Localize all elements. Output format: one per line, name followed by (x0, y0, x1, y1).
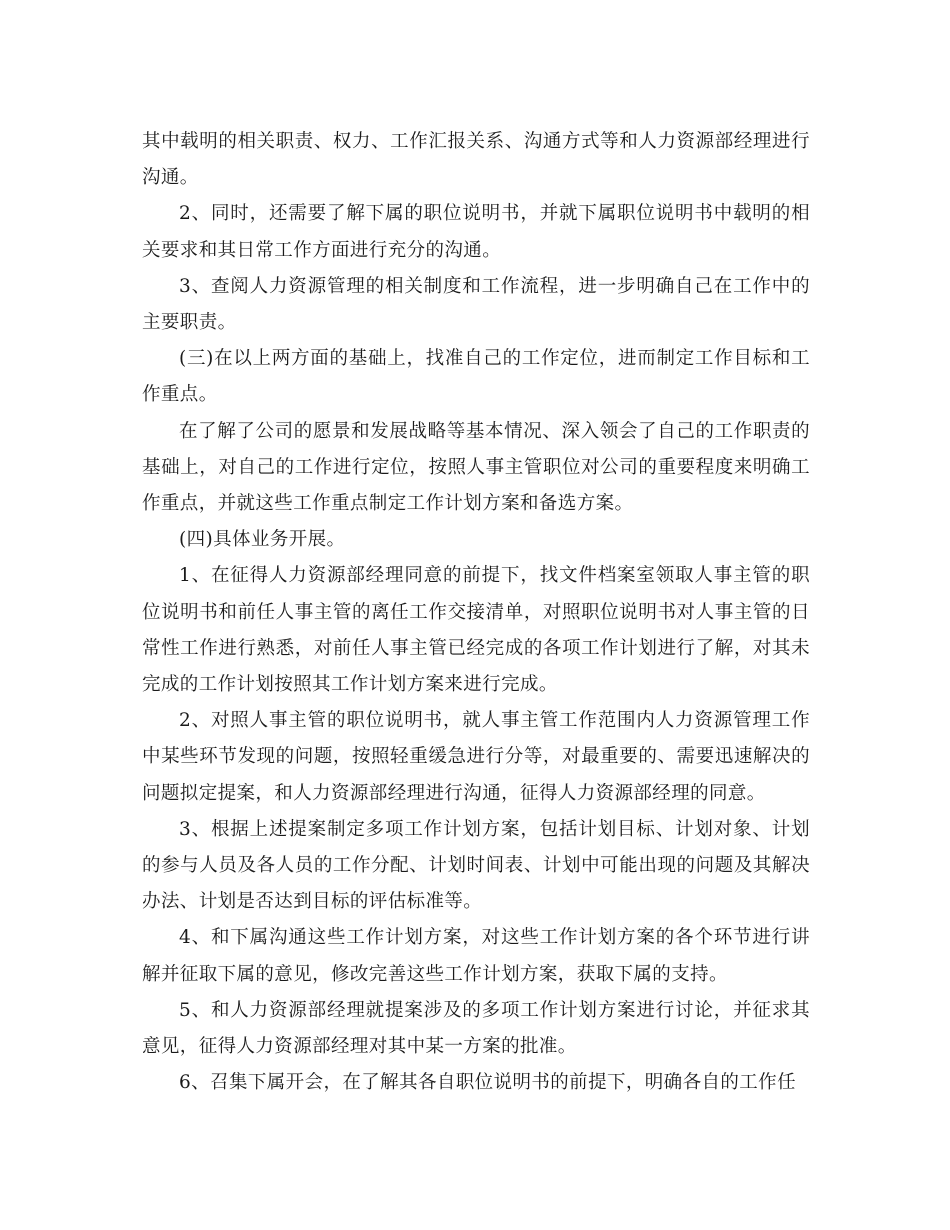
paragraph: 2、同时，还需要了解下属的职位说明书，并就下属职位说明书中载明的相关要求和其日常工作方面进行充分的沟通。 (142, 203, 810, 261)
paragraph: 4、和下属沟通这些工作计划方案，对这些工作计划方案的各个环节进行讲解并征取下属的意见，修改完善这些工作计划方案，获取下属的支持。 (142, 927, 810, 985)
paragraph: 6、召集下属开会，在了解其各自职位说明书的前提下，明确各自的工作任 (179, 1072, 796, 1094)
paragraph: 5、和人力资源部经理就提案涉及的多项工作计划方案进行讨论，并征求其意见，征得人力资源部经理对其中某一方案的批准。 (142, 999, 810, 1058)
document-body (142, 124, 810, 1101)
section-heading: (四)具体业务开展。 (179, 529, 346, 551)
paragraph: 3、根据上述提案制定多项工作计划方案，包括计划目标、计划对象、计划的参与人员及各人员的工作分配、计划时间表、计划中可能出现的问题及其解决办法、计划是否达到目标的评估标准等。 (142, 818, 810, 913)
paragraph: 1、在征得人力资源部经理同意的前提下，找文件档案室领取人事主管的职位说明书和前任人事主管的离任工作交接清单，对照职位说明书对人事主管的日常性工作进行熟悉，对前任人事主管已经完成的各项工作计划进行了解，对其未完成的工作计划按照其工作计划方案来进行完成。 (142, 565, 810, 696)
paragraph: 其中载明的相关职责、权力、工作汇报关系、沟通方式等和人力资源部经理进行沟通。 (142, 131, 810, 189)
paragraph: 在了解了公司的愿景和发展战略等基本情况、深入领会了自己的工作职责的基础上，对自己的工作进行定位，按照人事主管职位对公司的重要程度来明确工作重点，并就这些工作重点制定工作计划方案和备选方案。 (142, 420, 810, 515)
paragraph: (三)在以上两方面的基础上，找准自己的工作定位，进而制定工作目标和工作重点。 (142, 348, 810, 406)
paragraph: 2、对照人事主管的职位说明书，就人事主管工作范围内人力资源管理工作中某些环节发现的问题，按照轻重缓急进行分等，对最重要的、需要迅速解决的问题拟定提案，和人力资源部经理进行沟通，征得人力资源部经理的同意。 (142, 710, 810, 804)
paragraph: 3、查阅人力资源管理的相关制度和工作流程，进一步明确自己在工作中的主要职责。 (142, 275, 810, 334)
